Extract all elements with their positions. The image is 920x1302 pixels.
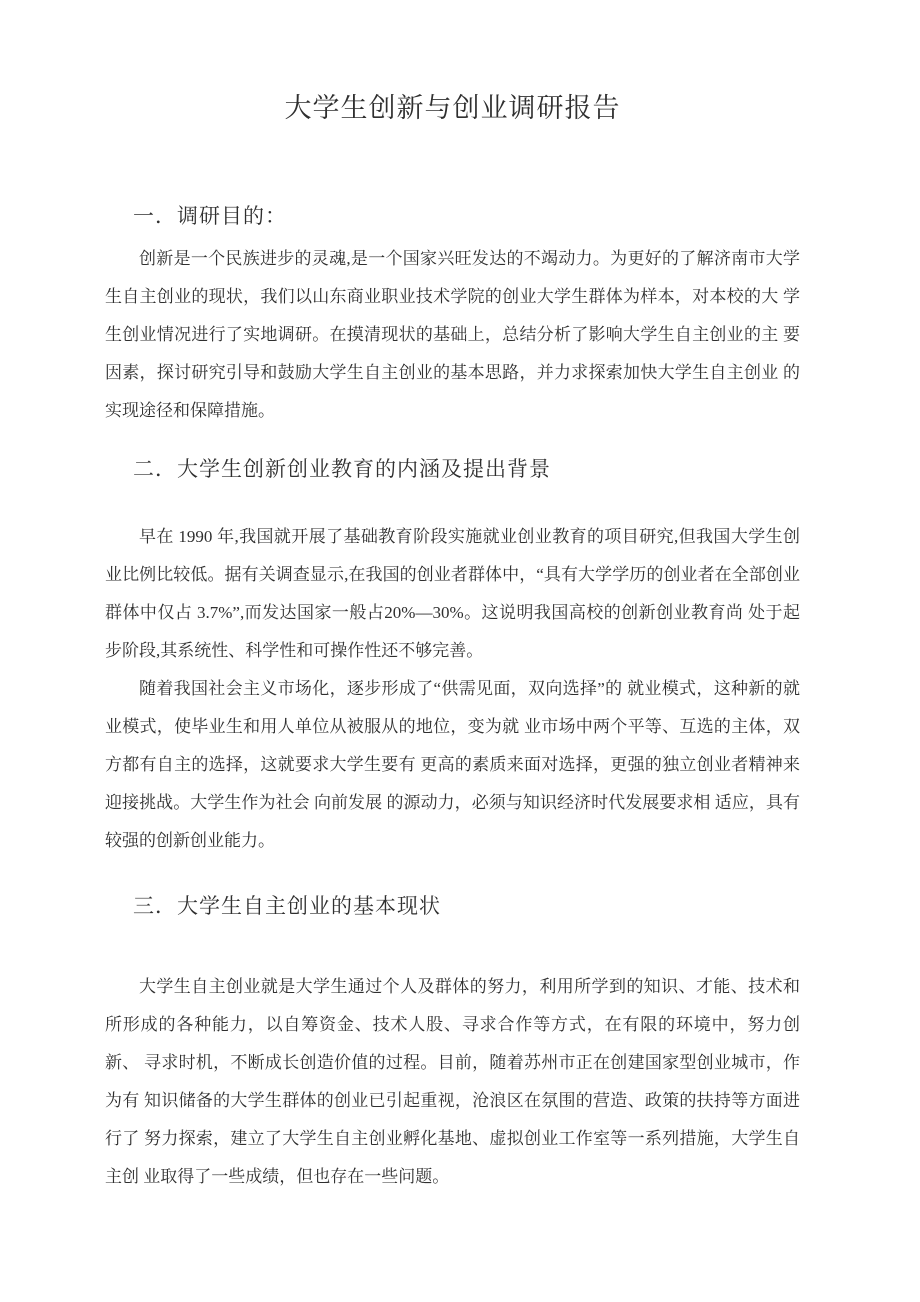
paragraph: 早在 1990 年,我国就开展了基础教育阶段实施就业创业教育的项目研究,但我国大学生创业比例比较低。据有关调查显示,在我国的创业者群体中，“具有大学学历的创业者在全部创业群体中仅占 3.7%”,而发达国家一般占20%—30%。这说明我国高校的创新创业教育尚 处于起步阶段,其系统性、科学性和可操作性还不够完善。 xyxy=(105,527,800,660)
paragraph: 创新是一个民族进步的灵魂,是一个国家兴旺发达的不竭动力。为更好的了解济南市大学生自主创业的现状，我们以山东商业职业技术学院的创业大学生群体为样本，对本校的大 学生创业情况进行了实地调研。在摸清现状的基础上，总结分析了影响大学生自主创业的主 要因素，探讨研究引导和鼓励大学生自主创业的基本思路，并力求探索加快大学生自主创业 的实现途径和保障措施。 xyxy=(105,249,800,420)
section-heading-research-purpose: 一．调研目的： xyxy=(133,204,287,228)
paragraph: 大学生自主创业就是大学生通过个人及群体的努力，利用所学到的知识、才能、技术和所形成的各种能力，以自筹资金、技术人股、寻求合作等方式，在有限的环境中，努力创新、 寻求时机，不断成长创造价值的过程。目前，随着苏州市正在创建国家型创业城市，作为有 知识储备的大学生群体的创业已引起重视，沧浪区在氛围的营造、政策的扶持等方面进行了 努力探索，建立了大学生自主创业孵化基地、虚拟创业工作室等一系列措施，大学生自主创 业取得了一些成绩，但也存在一些问题。 xyxy=(105,977,800,1186)
document-title: 大学生创新与创业调研报告 xyxy=(284,93,621,123)
section-education-background xyxy=(105,454,800,860)
section-heading-education-background: 二．大学生创新创业教育的内涵及提出背景 xyxy=(133,457,551,481)
section-entrepreneurship-status xyxy=(105,891,800,1196)
section-research-purpose xyxy=(105,201,800,430)
section-heading-entrepreneurship-status: 三．大学生自主创业的基本现状 xyxy=(133,894,441,918)
paragraph: 随着我国社会主义市场化，逐步形成了“供需见面，双向选择”的 就业模式，这种新的就业模式，使毕业生和用人单位从被服从的地位，变为就 业市场中两个平等、互选的主体，双方都有自主的选择，这就要求大学生要有 更高的素质来面对选择，更强的独立创业者精神来迎接挑战。大学生作为社会 向前发展 的源动力，必须与知识经济时代发展要求相 适应，具有较强的创新创业能力。 xyxy=(105,679,800,850)
